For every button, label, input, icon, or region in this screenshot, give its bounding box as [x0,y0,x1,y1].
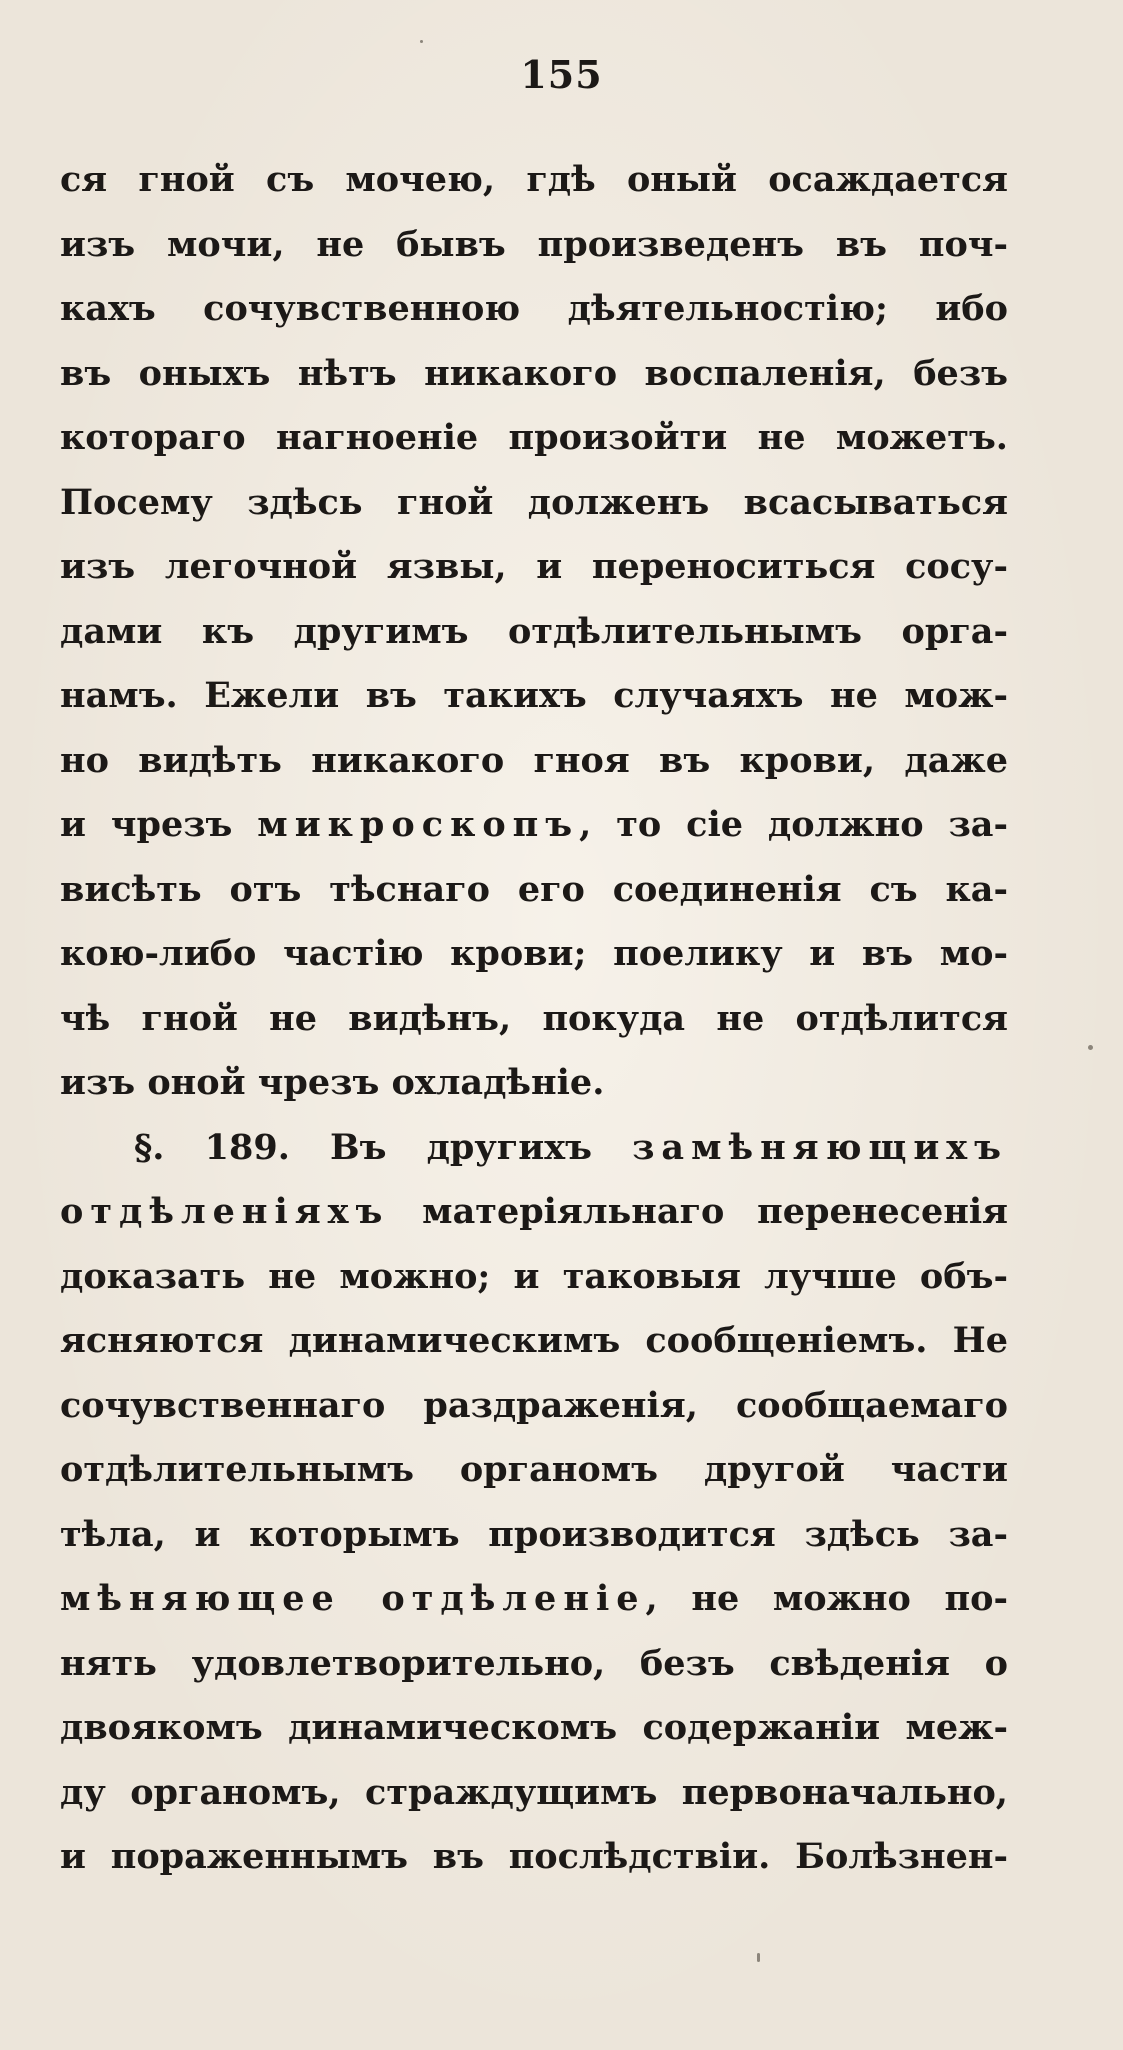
text-line: но видѣть никакого гноя въ крови, даже [60,739,1008,781]
text-line: въ оныхъ нѣтъ никакого воспаленія, безъ [60,352,1008,394]
text-line: висѣть отъ тѣснаго его соединенія съ ка- [60,868,1008,910]
section-start-line [60,1116,1008,1181]
text-line: кою-либо частію крови; поелику и въ мо- [60,933,1008,974]
text-line: ду органомъ, страждущимъ первоначально, [60,1771,1008,1813]
spaced-term: микроскопъ [257,804,580,845]
text-line: нять удовлетворительно, безъ свѣденія о [60,1642,1008,1684]
text-line: отдѣлительнымъ органомъ другой части [60,1449,1008,1490]
text-line: чѣ гной не видѣнъ, покуда не отдѣлится [60,997,1008,1039]
text-line [60,1567,1008,1632]
text-line [60,1180,1008,1245]
text-line: намъ. Ежели въ такихъ случаяхъ не мож- [60,675,1008,716]
body-text [60,148,1008,1890]
paper-speck [420,40,423,43]
text-line: изъ легочной язвы, и переноситься сосу- [60,546,1008,587]
spaced-term: отдѣленіяхъ [60,1191,390,1232]
text-line: тѣла, и которымъ производится здѣсь за- [60,1513,1008,1555]
text-line: сочувственнаго раздраженія, сообщаемаго [60,1384,1008,1426]
text-line: дами къ другимъ отдѣлительнымъ орга- [60,610,1008,652]
text-line: Посему здѣсь гной долженъ всасываться [60,481,1008,523]
text-line: доказать не можно; и таковыя лучше объ- [60,1255,1008,1297]
text-line: котораго нагноеніе произойти не можетъ. [60,417,1008,458]
text-run: , то сіе должно за- [579,804,1008,845]
text-line: и пораженнымъ въ послѣдствіи. Болѣзнен- [60,1836,1008,1877]
text-line [60,793,1008,858]
text-run: матеріяльнаго перенесенія [389,1191,1008,1232]
text-line: двоякомъ динамическомъ содержаніи меж- [60,1707,1008,1748]
text-line: изъ мочи, не бывъ произведенъ въ поч- [60,223,1008,265]
spaced-term: замѣняющихъ [632,1126,1008,1168]
text-run: и чрезъ [60,804,258,845]
text-line: кахъ сочувственною дѣятельностію; ибо [60,288,1008,329]
paper-speck [757,1953,760,1962]
paper-speck [1088,1045,1093,1050]
spaced-term: мѣняющее отдѣленіе [60,1578,646,1619]
text-line: ясняются динамическимъ сообщеніемъ. Не [60,1320,1008,1361]
text-run: , не можно по- [645,1578,1008,1619]
text-line: ся гной съ мочею, гдѣ оный осаждается [60,159,1008,200]
page-number: 155 [520,52,603,97]
paragraph-end-line: изъ оной чрезъ охладѣніе. [60,1062,605,1103]
text-run: §. 189. Въ другихъ [134,1126,633,1168]
